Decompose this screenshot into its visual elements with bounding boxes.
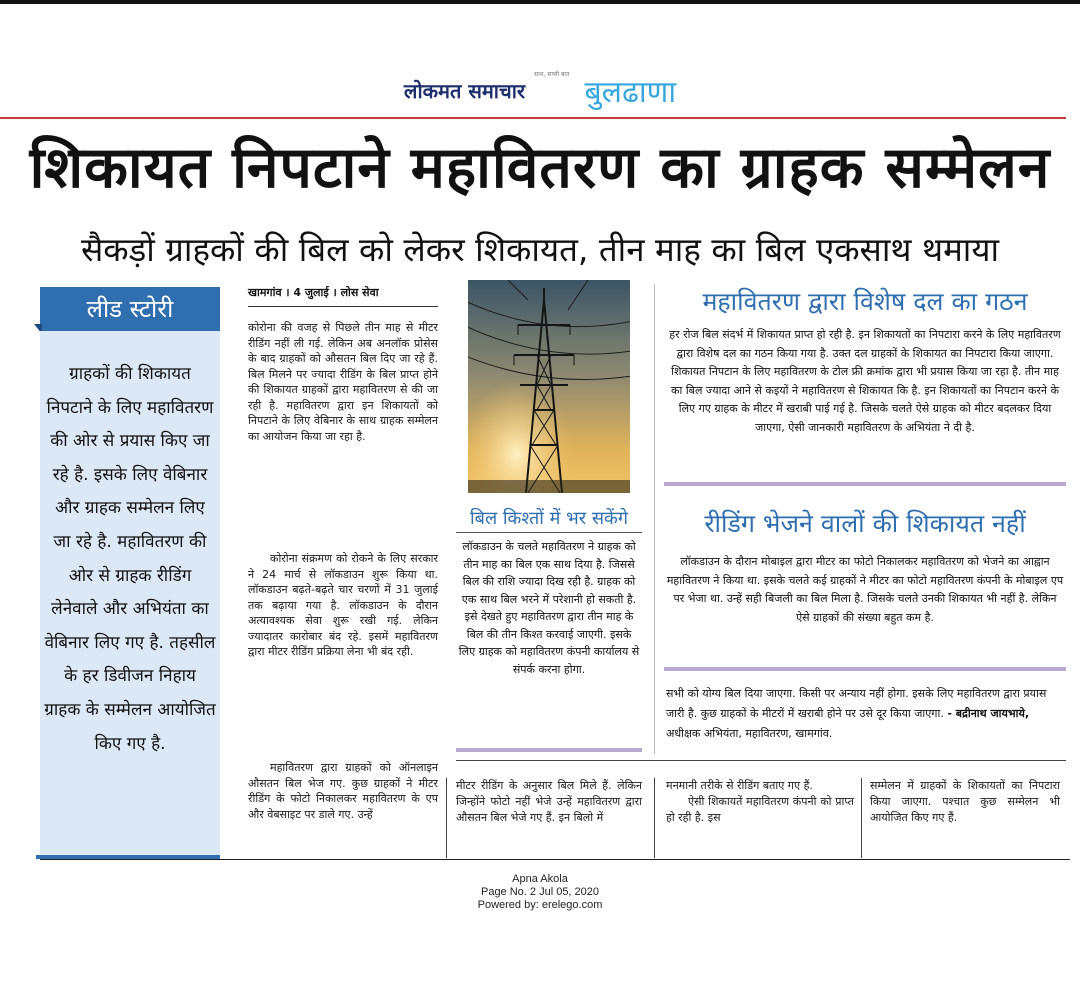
continuation-column-3 bbox=[870, 778, 1060, 826]
quote-author: - बद्रीनाथ जायभाये, bbox=[947, 707, 1030, 720]
lead-story-text: ग्राहकों की शिकायत निपटाने के लिए महावितरण की ओर से प्रयास किए जा रहे है. इसके लिए वेबिनार और ग्राहक सम्मेलन लिए जा रहे है. महावितरण की ओर से ग्राहक रीडिंग लेनेवाले और अभियंता का वेबिनार लिए गए है. तहसील के हर डिवीजन निहाय ग्राहक के सम्मेलन आयोजित किए गए है. bbox=[44, 364, 216, 754]
photo-box-headline: बिल किश्तों में भर सकेंगे bbox=[470, 508, 628, 529]
engineer-quote bbox=[666, 684, 1066, 744]
article-paragraph bbox=[248, 320, 438, 444]
column-divider bbox=[654, 284, 655, 754]
paragraph-1: कोरोना की वजह से पिछले तीन माह से मीटर रीडिंग नहीं ली गई. लेकिन अब अनलॉक प्रोसेस के बाद ग्राहकों को औसतन बिल दिए जा रहे हैं. बिल मिलने पर ज्यादा रीडिंग के बिल प्राप्त होने की शिकायत ग्राहकों द्वारा महावितरण से की जा रही है. महावितरण द्वारा इन शिकायतों को निपटाने के लिए वेबिनार के साथ ग्राहक सम्मेलन का आयोजन किया जा रहा है. bbox=[248, 321, 438, 443]
brand-tagline: साथ, सच्ची बात bbox=[534, 71, 570, 78]
photo-box-rule bbox=[456, 532, 642, 533]
article-dateline: खामगांव । 4 जुलाई । लोस सेवा bbox=[248, 286, 379, 299]
box2-bottom-rule bbox=[664, 667, 1066, 671]
photo-box-bottom-rule bbox=[456, 748, 642, 752]
photo-box-text: लॉकडाउन के चलते महावितरण ने ग्राहक को तीन माह का बिल एक साथ दिया है. जिससे बिल की राशि ज्यादा दिख रही है. ग्राहक को एक साथ बिल भरने में परेशानी हो सकती है. इसे देखते हुए महावितरण द्वारा तीन माह के बिल की तीन किश्त करवाई जाएगी. इसके लिए ग्राहक को महावितरण कंपनी कार्यालय से संपर्क करना होगा. bbox=[458, 540, 640, 676]
continuation-text-2a: मनमानी तरीके से रीडिंग बताए गए हैं. bbox=[666, 779, 813, 792]
paragraph-2: कोरोना संक्रमण को रोकने के लिए सरकार ने 24 मार्च से लॉकडाउन शुरू किया था. लॉकडाउन बढ़ते-बढ़ते चार चरणों में 31 जुलाई तक बढ़ाया गया है. लॉकडाउन के दौरान अत्यावश्यक सेवा शुरू रखी गई. लेकिन ज्यादातर कारोबार बंद रहे. इसमें महावितरण द्वारा मीटर रीडिंग प्रक्रिया लेना भी बंद रही. bbox=[248, 552, 438, 658]
continuation-text-1: मीटर रीडिंग के अनुसार बिल मिले हैं. लेकिन जिन्होंने फोटो नहीं भेजे उन्हें महावितरण द्वारा औसतन बिल भेजे गए हैं. इन बिलो में bbox=[456, 779, 642, 824]
column-divider bbox=[654, 778, 655, 858]
edition-name: बुलढाणा bbox=[584, 75, 677, 110]
lead-story-label: लीड स्टोरी bbox=[40, 287, 220, 331]
continuation-text-3: सम्मेलन में ग्राहकों के शिकायतों का निपटारा किया जाएगा. पश्चात कुछ सम्मेलन भी आयोजित किए गए हैं. bbox=[870, 779, 1060, 824]
column-divider bbox=[861, 778, 862, 858]
box2-text: लॉकडाउन के दौरान मोबाइल द्वारा मीटर का फोटो निकालकर महावितरण को भेजने का आह्वान महावितरण ने किया था. इसके चलते कई ग्राहकों ने मीटर का फोटो महावितरण कंपनी के मोबाइल एप पर भेजा था. उन्हें सही बिजली का बिल मिला है. जिसके चलते उनकी शिकायत भी नहीं है. लेकिन ऐसे ग्राहकों की संख्या बहुत कम है. bbox=[666, 555, 1064, 624]
footer-page-info: Page No. 2 Jul 05, 2020 bbox=[480, 886, 600, 898]
footer-powered-by: Powered by: erelego.com bbox=[477, 899, 603, 911]
footer-publication: Apna Akola bbox=[512, 873, 568, 885]
paragraph-3: महावितरण द्वारा ग्राहकों को ऑनलाइन औसतन बिल भेज गए. कुछ ग्राहकों ने मीटर रीडिंग के फोटो निकालकर महावितरण के एप और वेबसाइट पर डाले गए. उन्हें bbox=[248, 761, 438, 821]
top-border bbox=[0, 0, 1080, 4]
main-headline: शिकायत निपटाने महावितरण का ग्राहक सम्मेलन bbox=[29, 135, 1051, 201]
box1-text: हर रोज बिल संदर्भ में शिकायत प्राप्त हो रही है. इन शिकायतों का निपटारा करने के लिए महावितरण द्वारा विशेष दल का गठन किया गया है. उक्त दल ग्राहकों के शिकायत का निपटारा किया जाएगा. शिकायत निपटान के लिए महावितरण के टोल फ्री क्रमांक द्वारा भी प्रयास किया जा रहा है. तीन माह का बिल ज्यादा आने से कइयों ने महावितरण से शिकायत कि है. इन शिकायतों का निपटान करने के लिए गए ग्राहक के मीटर में खराबी पाई गई है. जिसके चलते ऐसे ग्राहक को मीटर बदलकर दिया जाएगा, ऐसी जानकारी महावितरण के अभियंता ने दी है. bbox=[669, 328, 1061, 434]
masthead bbox=[0, 70, 1080, 111]
column-divider bbox=[446, 778, 447, 858]
power-tower-photo bbox=[468, 280, 630, 493]
dateline-rule bbox=[248, 306, 438, 307]
continuation-column-1 bbox=[456, 778, 642, 826]
article-paragraph bbox=[248, 551, 438, 660]
quote-designation: अधीक्षक अभियंता, महावितरण, खामगांव. bbox=[666, 727, 833, 740]
article-paragraph bbox=[248, 760, 438, 822]
continuation-column-2 bbox=[666, 778, 854, 826]
masthead-rule bbox=[0, 117, 1066, 119]
sub-headline: सैकड़ों ग्राहकों की बिल को लेकर शिकायत, तीन माह का बिल एकसाथ थमाया bbox=[80, 230, 1000, 269]
box1-bottom-rule bbox=[664, 482, 1066, 486]
box2-headline: रीडिंग भेजने वालों की शिकायत नहीं bbox=[704, 509, 1026, 538]
box1-headline: महावितरण द्वारा विशेष दल का गठन bbox=[702, 287, 1028, 316]
newspaper-brand: लोकमत समाचार bbox=[403, 79, 526, 103]
page-bottom-rule bbox=[40, 859, 1070, 860]
page-footer bbox=[0, 873, 1080, 912]
quote-text: सभी को योग्य बिल दिया जाएगा. किसी पर अन्याय नहीं होगा. इसके लिए महावितरण द्वारा प्रयास जारी है. कुछ ग्राहकों के मीटरों में खराबी होने पर उसे दूर किया जाएगा. bbox=[666, 687, 1047, 720]
continuation-text-2b: ऐसी शिकायतें महावितरण कंपनी को प्राप्त हो रही है. इस bbox=[666, 795, 854, 824]
quote-bottom-rule bbox=[456, 760, 1066, 761]
